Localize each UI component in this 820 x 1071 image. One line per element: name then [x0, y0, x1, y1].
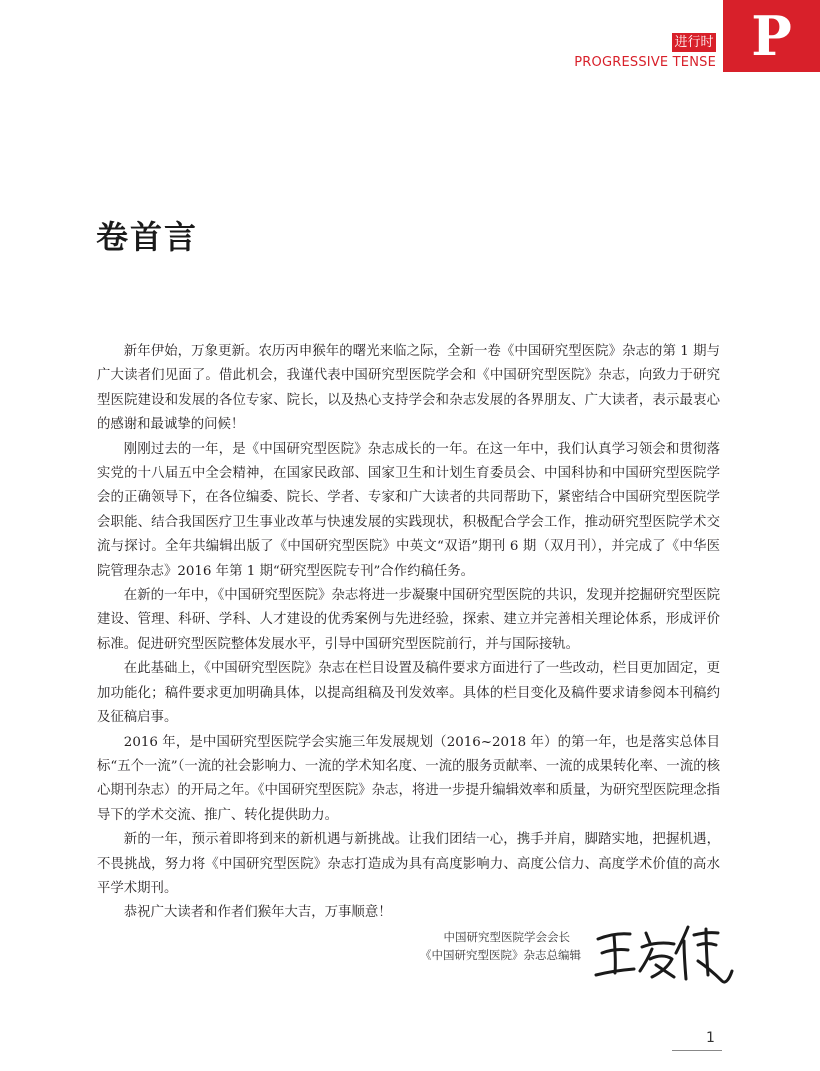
author-title-line: 中国研究型医院学会会长 — [443, 930, 570, 944]
paragraph: 在此基础上，《中国研究型医院》杂志在栏目设置及稿件要求方面进行了一些改动，栏目更加固定，更加功能化；稿件要求更加明确具体，以提高组稿及刊发效率。具体的栏目变化及稿件要求请参阅本刊稿约及征稿启事。 — [97, 661, 720, 726]
section-label-en: PROGRESSIVE TENSE — [574, 55, 716, 70]
paragraph: 在新的一年中，《中国研究型医院》杂志将进一步凝聚中国研究型医院的共识，发现并挖掘研究型医院建设、管理、科研、学科、人才建设的优秀案例与先进经验，探索、建立并完善相关理论体系，形成评价标准。促进研究型医院整体发展水平，引导中国研究型医院前行，并与国际接轨。 — [97, 588, 720, 652]
handwritten-signature — [590, 915, 740, 990]
paragraph: 新年伊始，万象更新。农历丙申猴年的曙光来临之际，全新一卷《中国研究型医院》杂志的第 1 期与广大读者们见面了。借此机会，我谨代表中国研究型医院学会和《中国研究型医院》杂志，向致力于研究型医院建设和发展的各位专家、院长，以及热心支持学会和杂志发展的各界朋友、广大读者，表示最衷心的感谢和最诚挚的问候！ — [97, 344, 720, 433]
paragraph: 刚刚过去的一年，是《中国研究型医院》杂志成长的一年。在这一年中，我们认真学习领会和贯彻落实党的十八届五中全会精神，在国家民政部、国家卫生和计划生育委员会、中国科协和中国研究型医院学会的正确领导下，在各位编委、院长、学者、专家和广大读者的共同帮助下，紧密结合中国研究型医院学会职能、结合我国医疗卫生事业改革与快速发展的实践现状，积极配合学会工作，推动研究型医院学术交流与探讨。全年共编辑出版了《中国研究型医院》中英文“双语”期刊 6 期（双月刊），并完成了《中华医院管理杂志》2016 年第 1 期“研究型医院专刊”合作约稿任务。 — [97, 441, 720, 579]
paragraph: 2016 年，是中国研究型医院学会实施三年发展规划（2016~2018 年）的第一年，也是落实总体目标“五个一流”（一流的社会影响力、一流的学术知名度、一流的服务贡献率、一流的成果转化率、一流的核心期刊杂志）的开局之年。《中国研究型医院》杂志，将进一步提升编辑效率和质量，为研究型医院理念指导下的学术交流、推广、转化提供助力。 — [97, 734, 720, 823]
section-label-cn: 进行时 — [672, 33, 716, 52]
signature-credentials — [420, 928, 581, 964]
page-number-rule — [672, 1050, 722, 1051]
section-badge: P — [723, 0, 820, 72]
page-title: 卷首言 — [96, 218, 199, 256]
paragraph: 恭祝广大读者和作者们猴年大吉，万事顺意！ — [123, 905, 392, 921]
page-number: 1 — [706, 1030, 715, 1046]
paragraph: 新的一年，预示着即将到来的新机遇与新挑战。让我们团结一心，携手并肩，脚踏实地，把握机遇，不畏挑战，努力将《中国研究型医院》杂志打造成为具有高度影响力、高度公信力、高度学术价值的高水平学术期刊。 — [97, 832, 720, 896]
article-body — [97, 340, 720, 926]
author-title-line: 《中国研究型医院》杂志总编辑 — [420, 948, 581, 962]
